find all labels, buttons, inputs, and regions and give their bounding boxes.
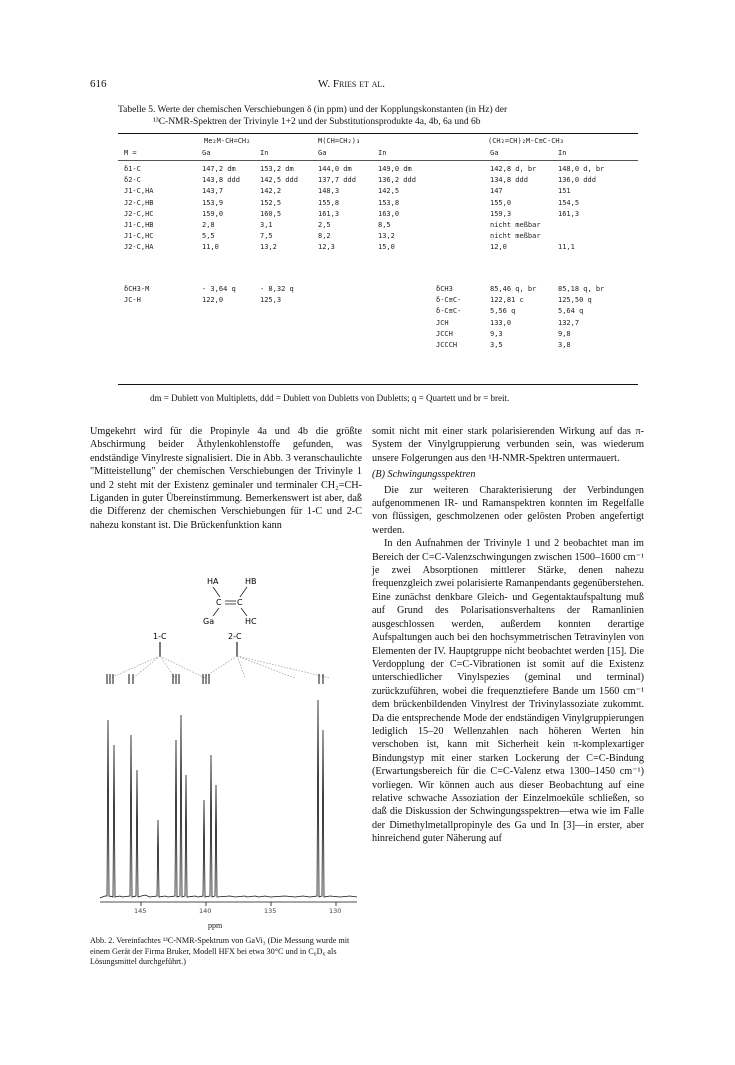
table-cell: 125,3 [260,296,282,305]
table-cell: 136,0 ddd [558,176,596,185]
table-row [118,187,638,197]
running-author: W. Fries et al. [318,78,386,90]
table-cell: 13,2 [378,232,395,241]
table-cell: 8,2 [318,232,331,241]
right-paragraph-2: Die zur weiteren Charakterisierung der Verbindungen aufgenommenen IR- und Ramanspektren konnten im Regelfalle von flüssigen, geschmolzenen oder gelösten Proben angefertigt werden. [372,484,644,536]
table-cell: 8,5 [378,221,391,229]
table-cell: 161,3 [558,209,580,218]
label-c2: C [237,598,243,607]
bond-ga [213,608,219,616]
table-cell: JCCH [436,329,453,338]
label-hc: HC [245,617,257,626]
table-cell: 136,2 ddd [378,176,416,185]
table-cell: 11,0 [202,243,219,252]
figure-caption: Abb. 2. Vereinfachtes ¹³C-NMR-Spektrum von GaVi₃ (Die Messung wurde mit einem Gerät der Firma Bruker, Modell HFX bei etwa 30°C und in C₆D₆ als Lösungsmittel durchgeführt.) [90,936,350,966]
table-cell: 142,5 ddd [260,176,298,185]
table-cell: J2-C,HC [124,209,154,218]
table-cell: 147,2 dm [202,165,236,173]
table-cell: J1-C,HA [124,187,154,196]
table-cell: JC-H [124,296,141,305]
table-cell: 125,50 q [558,296,592,305]
table-cell: 152,5 [260,198,282,207]
table-cell: 142,8 d, br [490,165,537,173]
table-row [118,243,638,253]
x-tick-label-135: 135 [264,907,277,915]
table-caption [118,104,638,128]
table-cell: 3,1 [260,221,273,229]
table-row [118,199,638,209]
table-cell: 143,7 [202,187,224,196]
table-header-rule [118,160,638,161]
table-cell: 153,9 [202,198,224,207]
table-col-headers [118,149,638,159]
table-cell: 155,0 [490,198,512,207]
table-cell: 137,7 ddd [318,176,356,185]
table-cell: 148,3 [318,187,340,196]
table-top-rule [118,133,638,134]
right-column [372,425,644,846]
table-cell: 154,5 [558,198,580,207]
table-cell: 159,3 [490,209,512,218]
table-cell: 161,3 [318,209,340,218]
group-header-2: M(CH=CH₂)₃ [318,137,361,145]
label-1c: 1-C [153,632,167,641]
table-cell: 153,8 [378,198,400,207]
x-tick-label-140: 140 [199,907,212,915]
col-header-ga1: Ga [202,149,211,157]
table-cell: 133,0 [490,318,512,327]
table-cell: 142,5 [378,187,400,196]
table-cell: - 3,64 q [202,285,236,293]
table-cell: 9,3 [490,329,503,338]
table-cell: δ-C≡C- [436,307,462,316]
table-cell: 11,1 [558,243,575,252]
group-header-3: (CH₂=CH)₂M-C≡C-CH₃ [488,137,564,145]
table-cell: 151 [558,187,571,196]
nmr-table [118,137,638,387]
table-cell: δ2-C [124,176,141,185]
table-row [118,232,638,242]
x-axis-unit: ppm [208,921,223,930]
table-cell: 85,46 q, br [490,285,537,293]
section-heading: (B) Schwingungsspektren [372,469,476,481]
label-ha: HA [207,577,219,586]
table-cell: J2-C,HA [124,243,154,252]
table-cell: 2,5 [318,221,331,229]
table-cell: 122,81 c [490,296,524,305]
bond-hb [240,587,247,597]
table-cell: 142,2 [260,187,282,196]
table-cell: 7,5 [260,232,273,241]
table-row [118,330,638,340]
table-row [118,285,638,295]
table-cell: 163,0 [378,209,400,218]
x-tick-label-130: 130 [329,907,342,915]
left-paragraph: Umgekehrt wird für die Propinyle 4a und 4b die größte Abschirmung beider Äthylenkohlenstoffe gefunden, was endständige Vinylreste signalisiert. Die in Abb. 3 veranschaulichte "Mitteistellung" der chemischen Verschiebungen der Trivinyle 1 und 2 steht mit der Existenz geminaler und terminaler CH₂=CH-Liganden in guter Übereinstimmung. Bemerkenswert ist aber, daß die Differenz der chemischen Verschiebungen für 1-C und 2-C nahezu konstant ist. Die Brückenfunktion kann [90,426,362,531]
table-row [118,221,638,231]
group-header-1: Me₂M-CH=CH₂ [204,137,251,145]
table-cell: δCH3 [436,285,453,293]
table-cell: 149,0 dm [378,165,412,173]
table-cell: J1-C,HC [124,232,154,241]
table-cell: 159,0 [202,209,224,218]
multiplet-sticks [107,674,323,684]
table-cell: 148,0 d, br [558,165,605,173]
table-cell: JCH [436,318,449,327]
table-cell: 147 [490,187,503,196]
table-row [118,165,638,175]
table-cell: 15,0 [378,243,395,252]
table-cell: 132,7 [558,318,580,327]
col-header-ga3: Ga [490,149,499,157]
table-cell: 9,8 [558,329,571,338]
col-header-in3: In [558,149,567,157]
right-paragraph-1: somit nicht mit einer stark polarisierenden Wirkung auf das π-System der Vinylgruppierung verbunden sein, was wiederum unsere Folgerungen aus den ¹H-NMR-Spektren untermauert. [372,426,644,464]
table-cell: δ1-C [124,165,141,173]
col-header-in1: In [260,149,269,157]
col-header-m: M = [124,149,137,157]
table-cell: 3,8 [558,341,571,349]
label-hb: HB [245,577,257,586]
table-caption-line-1: Tabelle 5. Werte der chemischen Verschiebungen δ (in ppm) und der Kopplungskonstanten (in Hz) der [118,105,508,115]
table-row [118,296,638,306]
table-cell: 144,0 dm [318,165,352,173]
multiplet-connectors [110,656,330,678]
table-cell: - 8,32 q [260,285,294,293]
table-cell: δCH3-M [124,285,150,293]
nmr-spectrum-figure [95,570,365,910]
table-cell: 5,64 q [558,307,584,316]
table-cell: 160,5 [260,209,282,218]
table-caption-line-2: ¹³C-NMR-Spektren der Trivinyle 1+2 und der Substitutionsprodukte 4a, 4b, 6a und 6b [153,117,481,127]
table-cell: 5,56 q [490,307,516,316]
label-c1: C [216,598,222,607]
table-cell: δ-C≡C- [436,296,462,305]
table-cell: 143,8 ddd [202,176,240,185]
table-row [118,341,638,351]
table-cell: 3,5 [490,341,503,349]
col-header-in2: In [378,149,387,157]
x-tick-label-145: 145 [134,907,147,915]
table-cell: JCCCH [436,341,458,349]
table-cell: 2,8 [202,221,215,229]
label-2c: 2-C [228,632,242,641]
label-ga: Ga [203,617,215,626]
right-paragraph-3: In den Aufnahmen der Trivinyle 1 und 2 beobachtet man im Bereich der C=C-Valenzschwingungen zwischen 1500–1600 cm⁻¹ je zwei Absorptionen mittlerer Stärke, denen nahezu frequenzgleich zwei polarisierte Ramanpendants gegenüberstehen. Eine zunächst denkbare Gleich- und Gegentaktaufspaltung muß auf Grund des Polarisationsverhaltens der Ramanlinien ausgeschlossen werden, außerdem konnten derartige Aufspaltungen auch bei den hochsymmetrischen Tetravinylen von Elementen der IV. Hauptgruppe nicht beobachtet werden [15]. Die Verdopplung der C=C-Vibrationen ist somit auf die Existenz unterschiedlicher Vinylspezies (geminal und terminal) zurückzuführen, wobei die frequenztiefere Bande um 1560 cm⁻¹ dem brückenbildenden Vinylrest der Trivinylassoziate zukommt. Da die entsprechende Mode der endständigen Vinylgruppierungen lediglich 15–20 Wellenzahlen nach höheren Werten hin verschoben ist, kann mit Sicherheit kein π-komplexartiger Bindungstyp mit einer starken Lockerung der C=C-Bindung (Erwartungsbereich für die C=C-Valenz etwa 1300–1450 cm⁻¹) vorliegen. Wir können auch aus dieser Beobachtung auf eine relative schwache Assoziation der Einzelmoeküle schließen, so daß die Diskussion der Schwingungsspektren—etwa wie im Falle der Dimethylmetallpropinyle des Ga und In [3]—in erster, aber hinreichend guter Näherung auf [372,538,644,845]
page-number: 616 [90,78,107,90]
table-cell: J1-C,HB [124,221,154,229]
table-cell: 122,0 [202,296,224,305]
left-column [90,425,362,532]
table-cell: 12,3 [318,243,335,252]
bond-ha [213,587,220,597]
spectrum-trace [100,700,357,898]
table-footnote: dm = Dublett von Multipletts, ddd = Dublett von Dubletts von Dubletts; q = Quartett und br = breit. [150,393,510,403]
table-row [118,319,638,329]
table-cell: 153,2 dm [260,165,294,173]
table-row [118,307,638,317]
table-row [118,176,638,186]
table-cell: J2-C,HB [124,198,154,207]
table-cell: 85,18 q, br [558,285,605,293]
bond-hc [241,608,247,616]
table-row [118,210,638,220]
table-cell: 134,8 ddd [490,176,528,185]
table-cell: 13,2 [260,243,277,252]
table-cell: nicht meßbar [490,221,541,229]
col-header-ga2: Ga [318,149,327,157]
table-cell: 12,0 [490,243,507,252]
table-cell: 5,5 [202,232,215,241]
table-cell: 155,8 [318,198,340,207]
table-cell: nicht meßbar [490,232,541,241]
table-bottom-rule [118,384,638,385]
